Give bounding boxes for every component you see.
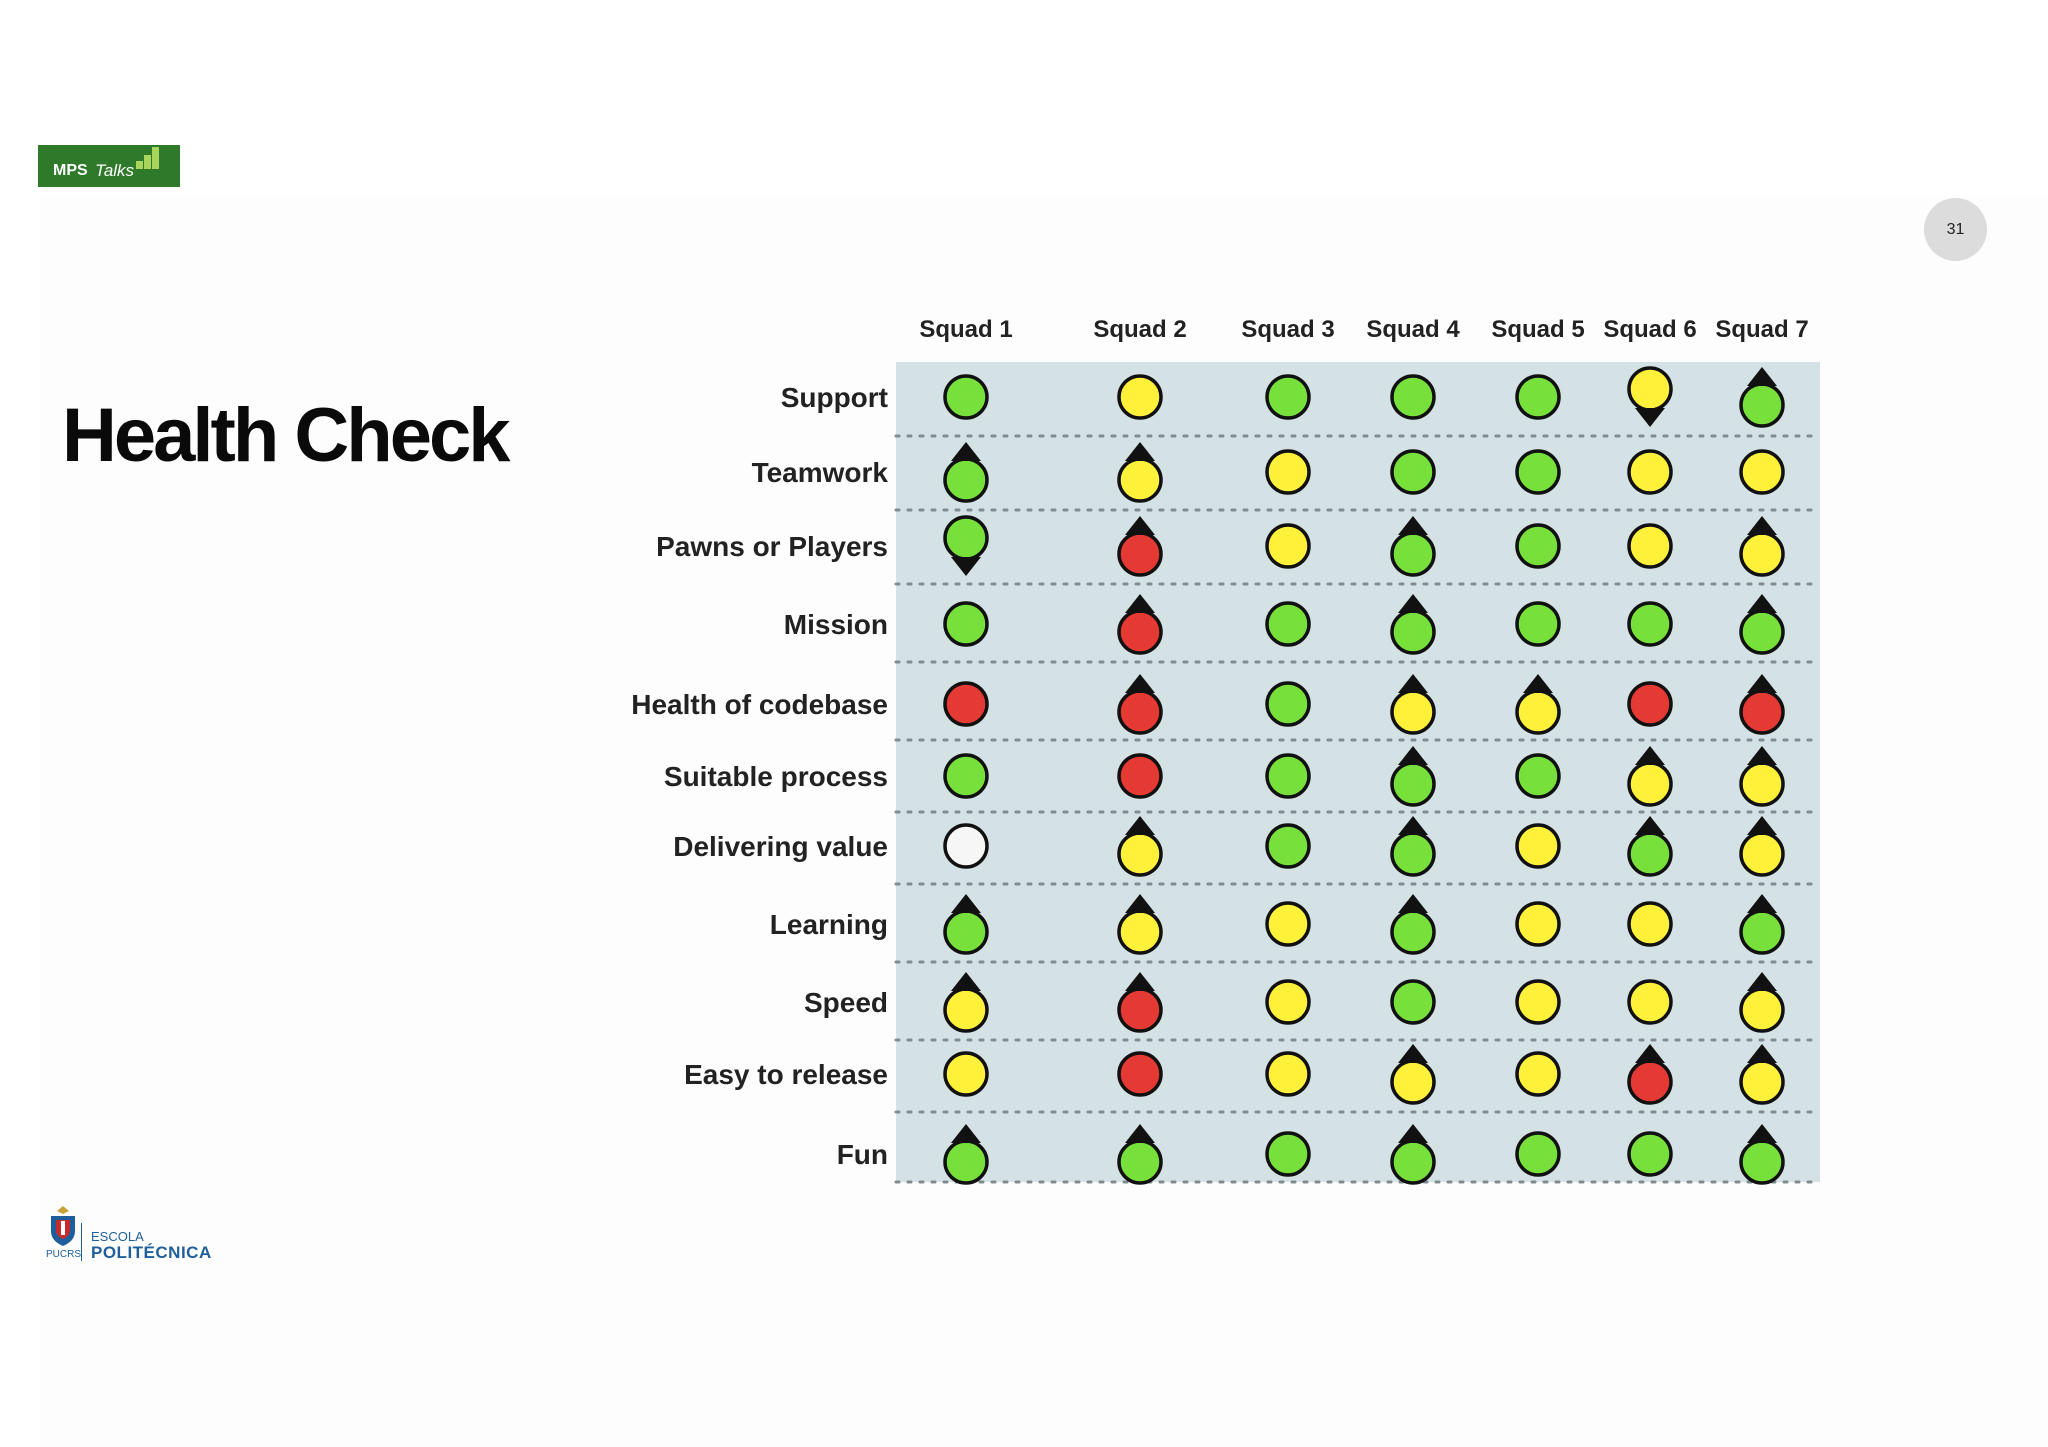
- status-light: [1741, 533, 1783, 575]
- talks-logo-text: Talks: [95, 161, 135, 180]
- status-light: [1629, 981, 1671, 1023]
- status-light: [1517, 981, 1559, 1023]
- row-label: Mission: [783, 609, 888, 640]
- status-light: [1741, 911, 1783, 953]
- status-light: [1629, 603, 1671, 645]
- mps-talks-logo: [38, 145, 180, 187]
- status-light: [1119, 1141, 1161, 1183]
- status-light: [1629, 525, 1671, 567]
- status-light: [1267, 603, 1309, 645]
- health-check-matrix: [600, 300, 1830, 1200]
- matrix-panel: [896, 362, 1820, 1182]
- escola-text: ESCOLA: [91, 1229, 144, 1244]
- status-light: [1517, 451, 1559, 493]
- status-light: [1517, 691, 1559, 733]
- status-light: [1119, 833, 1161, 875]
- row-label: Easy to release: [684, 1059, 888, 1090]
- row-label: Pawns or Players: [656, 531, 888, 562]
- status-light: [1119, 911, 1161, 953]
- status-light: [1392, 981, 1434, 1023]
- logo-separator: [81, 1223, 82, 1261]
- status-light: [1392, 833, 1434, 875]
- status-light: [1741, 384, 1783, 426]
- row-label: Support: [780, 382, 888, 413]
- status-light: [1741, 763, 1783, 805]
- status-light: [1629, 1061, 1671, 1103]
- status-light: [1267, 903, 1309, 945]
- status-light: [1517, 1133, 1559, 1175]
- status-light: [945, 989, 987, 1031]
- column-label: Squad 6: [1603, 316, 1697, 343]
- column-label: Squad 4: [1366, 316, 1460, 343]
- status-light: [1392, 1141, 1434, 1183]
- row-label: Health of codebase: [631, 689, 888, 720]
- status-light: [1267, 1133, 1309, 1175]
- status-light: [1267, 1053, 1309, 1095]
- status-light: [1392, 611, 1434, 653]
- status-light: [1267, 376, 1309, 418]
- status-light: [1267, 451, 1309, 493]
- status-light: [1517, 755, 1559, 797]
- status-light: [1267, 825, 1309, 867]
- status-light: [1517, 376, 1559, 418]
- status-light: [1629, 368, 1671, 410]
- politecnica-text: POLITÉCNICA: [91, 1243, 212, 1262]
- pucrs-politecnica-logo: [44, 1205, 214, 1263]
- status-light: [1392, 376, 1434, 418]
- status-light: [1119, 376, 1161, 418]
- status-light: [1392, 911, 1434, 953]
- status-light: [1267, 755, 1309, 797]
- status-light: [945, 755, 987, 797]
- row-label: Suitable process: [663, 761, 888, 792]
- status-light: [945, 911, 987, 953]
- row-label: Delivering value: [673, 831, 888, 862]
- status-light: [1392, 691, 1434, 733]
- status-light: [1119, 533, 1161, 575]
- status-light: [1741, 1141, 1783, 1183]
- status-light: [1392, 763, 1434, 805]
- column-label: Squad 5: [1491, 316, 1585, 343]
- status-light: [1629, 763, 1671, 805]
- status-light: [1741, 611, 1783, 653]
- status-light: [1119, 989, 1161, 1031]
- status-light: [1629, 903, 1671, 945]
- row-label: Teamwork: [751, 457, 888, 488]
- status-light: [1517, 825, 1559, 867]
- status-light: [1741, 989, 1783, 1031]
- status-light: [1629, 1133, 1671, 1175]
- page-number-badge: 31: [1924, 198, 1987, 261]
- status-light: [1629, 683, 1671, 725]
- row-label: Speed: [803, 987, 888, 1018]
- status-light: [1392, 1061, 1434, 1103]
- status-light: [1392, 451, 1434, 493]
- status-light: [1741, 451, 1783, 493]
- status-light: [1267, 683, 1309, 725]
- status-light: [1741, 1061, 1783, 1103]
- status-light: [1517, 903, 1559, 945]
- status-light: [1267, 981, 1309, 1023]
- column-label: Squad 7: [1715, 316, 1809, 343]
- status-light: [945, 459, 987, 501]
- status-light: [945, 1053, 987, 1095]
- status-light: [1629, 451, 1671, 493]
- column-label: Squad 3: [1241, 316, 1335, 343]
- status-light: [1119, 691, 1161, 733]
- status-light: [945, 603, 987, 645]
- status-light: [1517, 603, 1559, 645]
- status-light: [1119, 459, 1161, 501]
- status-light: [945, 376, 987, 418]
- column-label: Squad 1: [919, 316, 1013, 343]
- row-label: Fun: [836, 1139, 888, 1170]
- status-light: [1629, 833, 1671, 875]
- slide-title: Health Check: [62, 393, 508, 478]
- status-light: [1741, 691, 1783, 733]
- status-light: [945, 517, 987, 559]
- status-light: [1119, 1053, 1161, 1095]
- status-light: [945, 1141, 987, 1183]
- status-light: [1517, 525, 1559, 567]
- mps-logo-text: MPS: [53, 162, 88, 179]
- pucrs-abbrev: PUCRS: [46, 1249, 82, 1260]
- row-label: Learning: [769, 909, 888, 940]
- bar-chart-icon: [136, 147, 160, 169]
- status-light: [1741, 833, 1783, 875]
- status-light: [1392, 533, 1434, 575]
- status-light: [1119, 755, 1161, 797]
- status-light: [1267, 525, 1309, 567]
- status-light: [1119, 611, 1161, 653]
- status-light: [945, 825, 987, 867]
- column-label: Squad 2: [1093, 316, 1187, 343]
- status-light: [945, 683, 987, 725]
- pucrs-shield-icon: [48, 1205, 78, 1247]
- status-light: [1517, 1053, 1559, 1095]
